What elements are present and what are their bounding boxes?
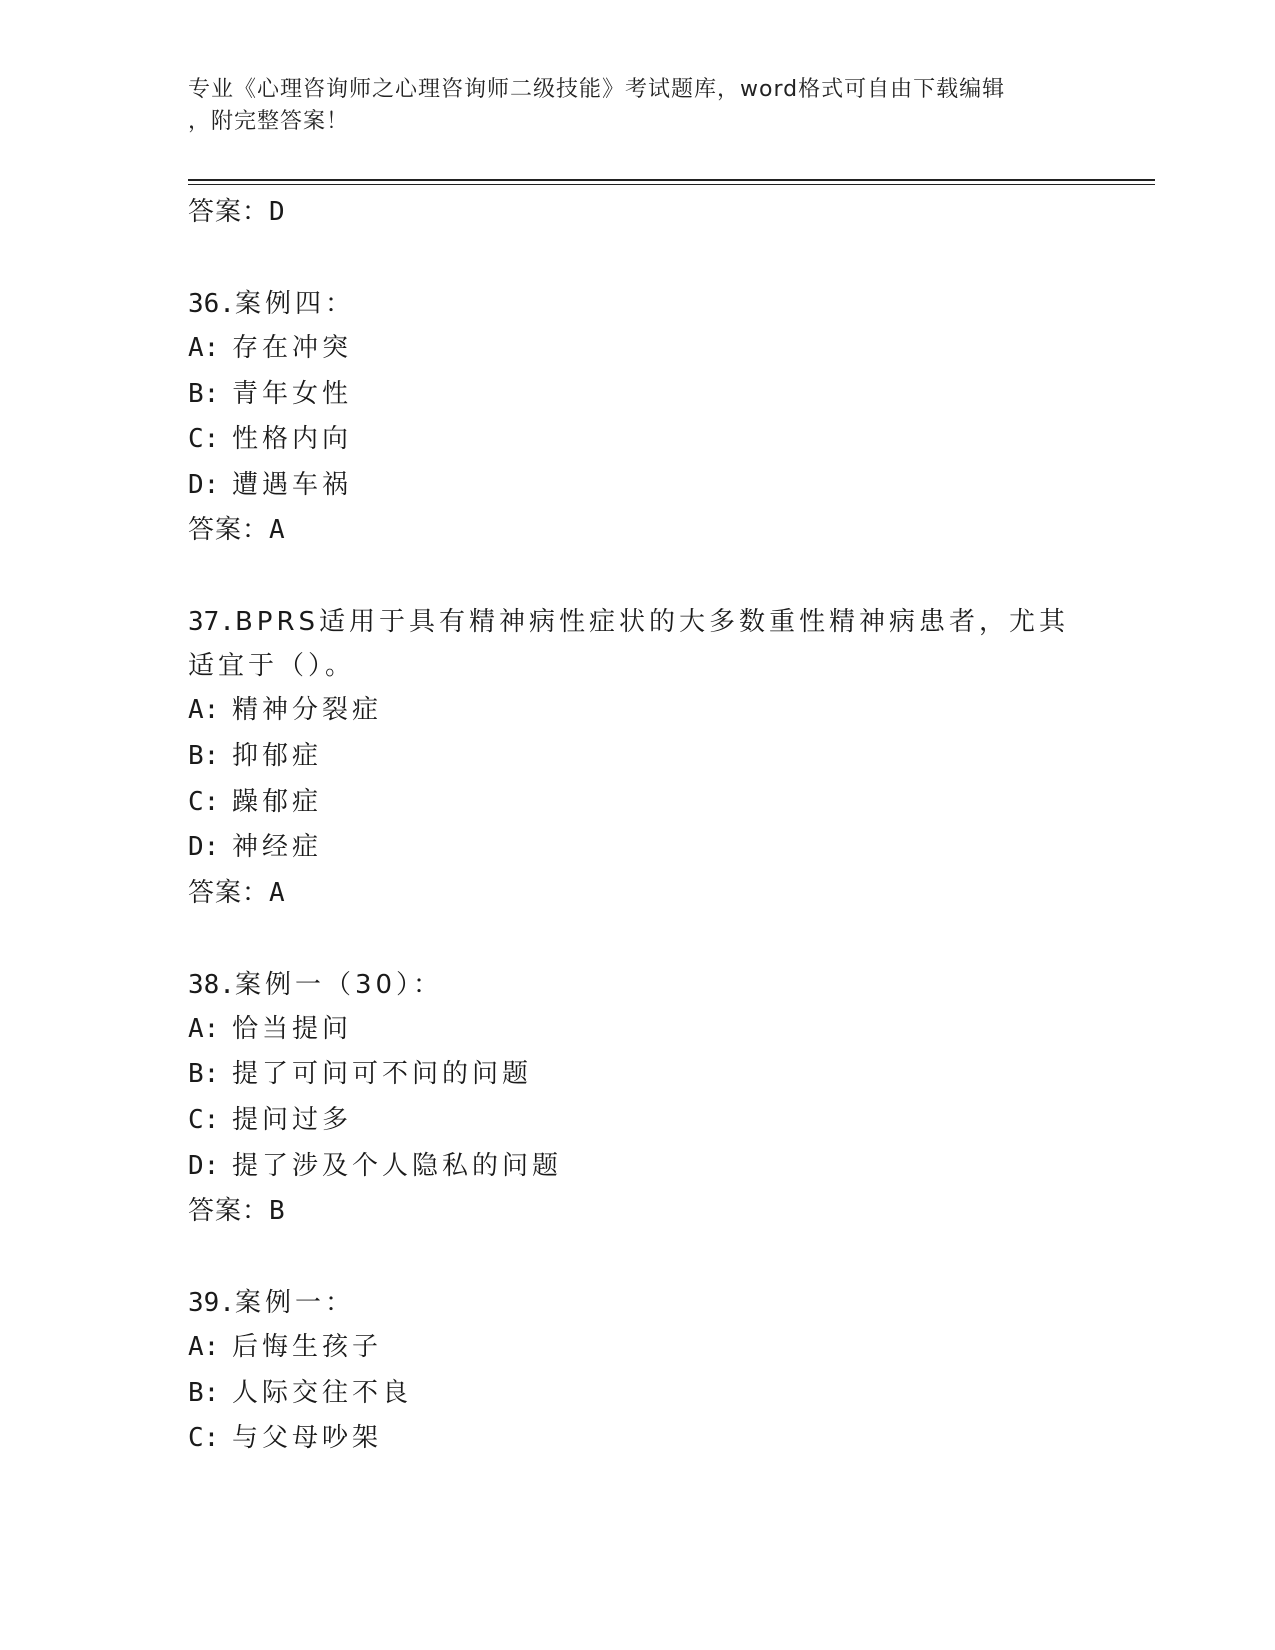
answer-label: 答案： — [188, 1196, 270, 1227]
option-a — [188, 1325, 1108, 1371]
header-line-1: 专业《心理咨询师之心理咨询师二级技能》考试题库，word格式可自由下载编辑 — [188, 77, 1006, 102]
answer-label: 答案： — [188, 197, 270, 227]
question-39 — [188, 1281, 1108, 1462]
question-37 — [188, 600, 1108, 914]
option-key: D: — [188, 1150, 220, 1181]
document-header — [188, 74, 1088, 138]
option-b — [188, 372, 1108, 418]
option-key: A: — [188, 333, 220, 363]
option-key: C: — [188, 786, 220, 817]
option-key: D: — [188, 832, 220, 863]
question-number: 39. — [188, 1288, 235, 1319]
option-text: 存在冲突 — [232, 333, 353, 363]
option-c — [188, 417, 1108, 463]
answer-line — [188, 190, 1108, 234]
question-text: 案例一： — [234, 1288, 355, 1319]
question-stem — [188, 1281, 1088, 1325]
option-key: C: — [188, 424, 220, 455]
question-list — [188, 190, 1108, 1462]
header-rule-thin — [188, 184, 1155, 185]
answer-label: 答案： — [188, 515, 270, 546]
option-text: 精神分裂症 — [232, 695, 383, 726]
option-text: 提了涉及个人隐私的问题 — [232, 1150, 563, 1181]
option-d — [188, 1144, 1108, 1190]
option-text: 恰当提问 — [232, 1013, 353, 1044]
question-number: 36. — [188, 289, 235, 319]
question-text: 案例一（30）： — [234, 969, 444, 1000]
option-d — [188, 825, 1108, 871]
option-text: 与父母吵架 — [232, 1423, 383, 1454]
header-line-2: ，附完整答案！ — [188, 109, 350, 134]
option-text: 神经症 — [232, 832, 323, 863]
answer-value: B — [269, 1196, 286, 1227]
option-text: 抑郁症 — [232, 740, 323, 771]
option-b — [188, 734, 1108, 780]
option-text: 提了可问可不问的问题 — [232, 1059, 533, 1090]
question-38 — [188, 963, 1108, 1233]
option-a — [188, 1007, 1108, 1053]
option-key: A: — [188, 1013, 220, 1044]
option-text: 青年女性 — [232, 378, 353, 409]
answer-label: 答案： — [188, 877, 270, 908]
option-c — [188, 780, 1108, 826]
option-key: A: — [188, 1332, 220, 1363]
option-key: C: — [188, 1104, 220, 1135]
question-stem — [188, 282, 1088, 326]
option-text: 遭遇车祸 — [232, 469, 353, 500]
answer-line — [188, 508, 1108, 552]
answer-line — [188, 871, 1108, 915]
option-key: A: — [188, 695, 220, 726]
option-key: C: — [188, 1423, 220, 1454]
answer-value: D — [269, 197, 286, 227]
option-key: D: — [188, 469, 220, 500]
option-b — [188, 1371, 1108, 1417]
option-text: 躁郁症 — [232, 786, 323, 817]
question-number: 37. — [188, 607, 235, 638]
option-a — [188, 688, 1108, 734]
answer-line — [188, 1189, 1108, 1233]
option-text: 性格内向 — [232, 424, 353, 455]
question-stem — [188, 600, 1088, 688]
question-36 — [188, 282, 1108, 552]
answer-value: A — [269, 877, 286, 908]
option-text: 后悔生孩子 — [232, 1332, 383, 1363]
question-text: BPRS适用于具有精神病性症状的大多数重性精神病患者，尤其适宜于（）。 — [188, 607, 1070, 682]
option-key: B: — [188, 1059, 220, 1090]
option-text: 人际交往不良 — [232, 1377, 413, 1408]
option-a — [188, 326, 1108, 372]
option-d — [188, 463, 1108, 509]
header-rule-thick — [188, 179, 1155, 181]
option-key: B: — [188, 378, 220, 409]
option-c — [188, 1416, 1108, 1462]
option-b — [188, 1052, 1108, 1098]
answer-value: A — [269, 515, 286, 546]
option-key: B: — [188, 740, 220, 771]
question-text: 案例四： — [234, 289, 355, 319]
option-c — [188, 1098, 1108, 1144]
question-number: 38. — [188, 969, 235, 1000]
option-text: 提问过多 — [232, 1104, 353, 1135]
question-stem — [188, 963, 1088, 1007]
option-key: B: — [188, 1377, 220, 1408]
